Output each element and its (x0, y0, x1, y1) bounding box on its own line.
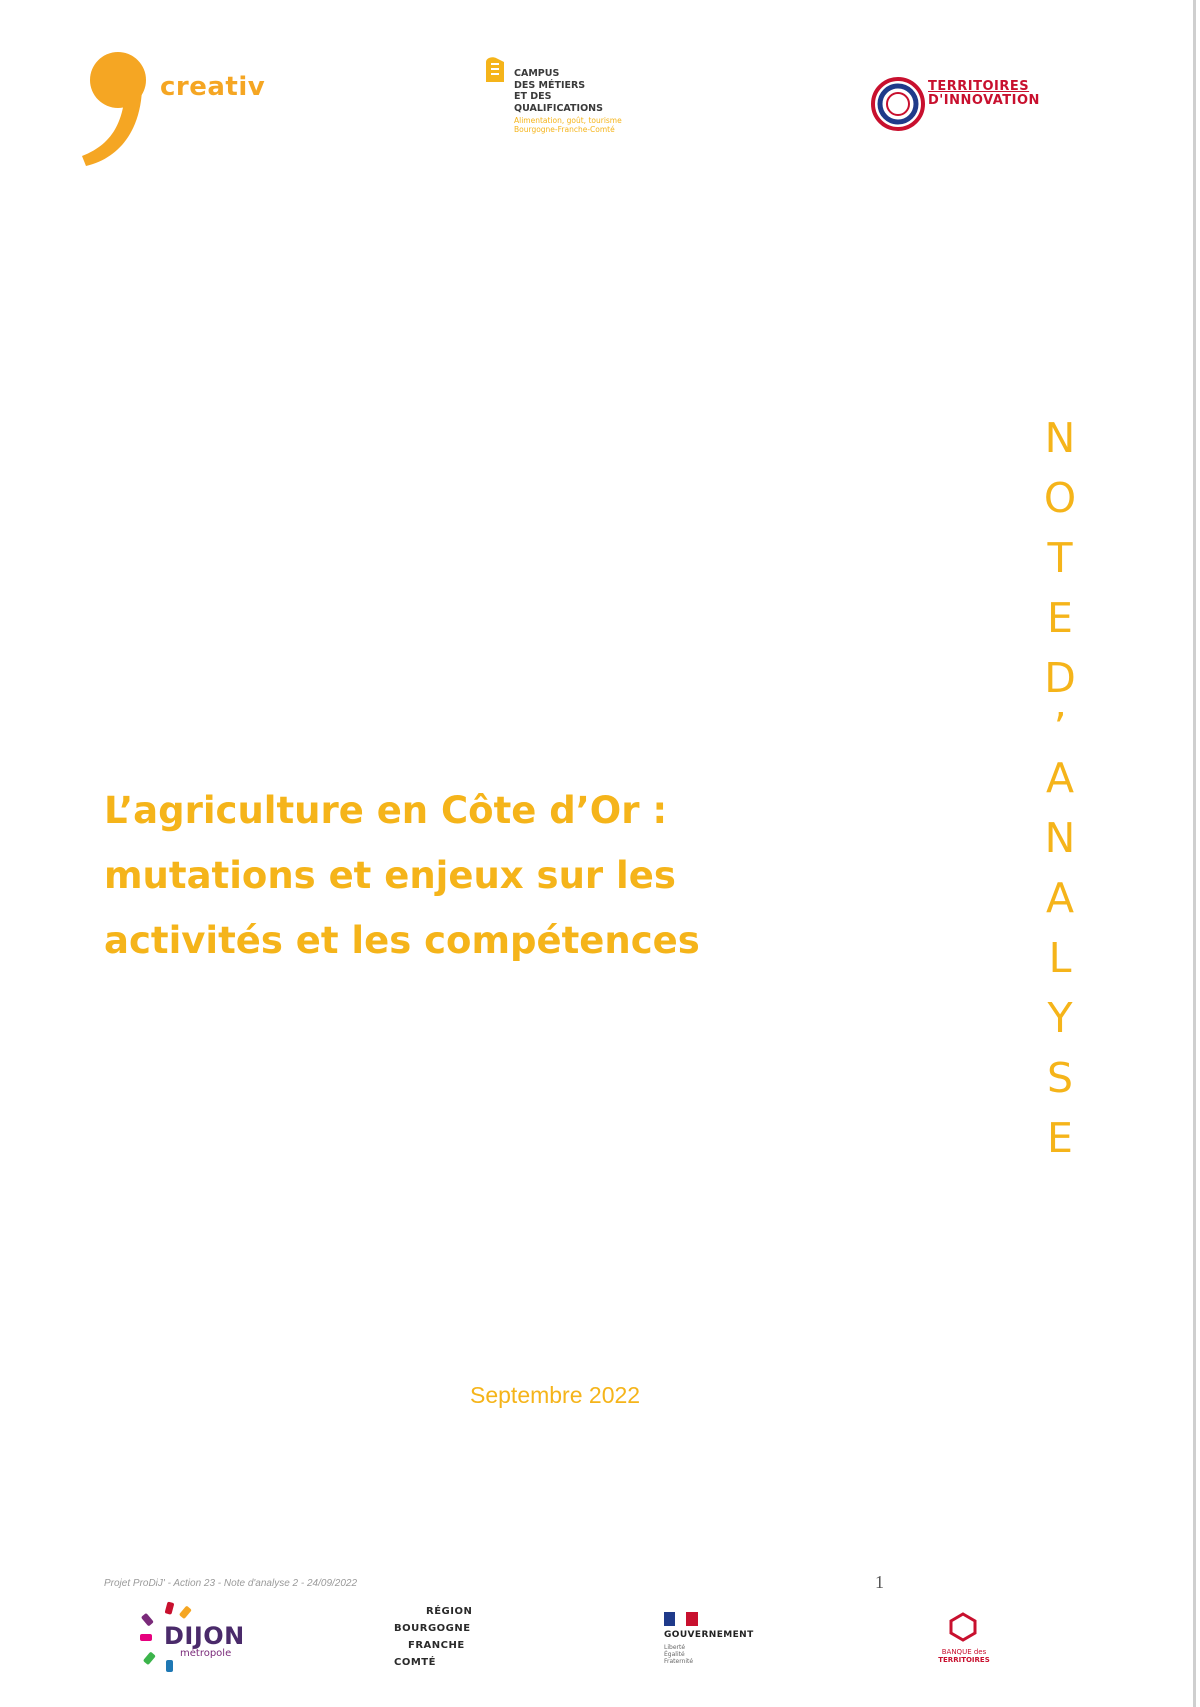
vertical-letter: N (1044, 814, 1076, 862)
document-title (104, 778, 700, 973)
territoires-line-2: D'INNOVATION (928, 93, 1040, 108)
motto-liberte: Liberté (664, 1644, 686, 1651)
vertical-letter: N (1044, 414, 1076, 462)
title-line-2: mutations et enjeux sur les (104, 854, 676, 897)
document-date: Septembre 2022 (470, 1382, 641, 1408)
campus-line-2: DES MÉTIERS (514, 79, 586, 91)
vertical-letter: D (1044, 654, 1076, 702)
territoires-line-1: TERRITOIRES (928, 79, 1030, 94)
campus-flame-icon (482, 56, 508, 84)
banque-line-2: TERRITOIRES (938, 1656, 990, 1664)
vertical-letter: E (1047, 1114, 1073, 1162)
vertical-letter: O (1043, 474, 1077, 522)
dijon-subtitle: métropole (180, 1648, 232, 1659)
territoires-circle-icon (870, 76, 926, 132)
campus-line-4: QUALIFICATIONS (514, 102, 603, 114)
territoires-innovation-logo (870, 76, 1070, 136)
dijon-metropole-logo (136, 1600, 276, 1680)
region-bfc-logo (394, 1606, 504, 1678)
motto-fraternite: Fraternité (664, 1658, 694, 1665)
campus-line-1: CAMPUS (514, 68, 560, 79)
vertical-letter: L (1048, 934, 1072, 982)
vertical-letter: E (1047, 594, 1073, 642)
vertical-letter: A (1045, 874, 1075, 922)
region-line-1: RÉGION (426, 1606, 473, 1617)
vertical-letter: Y (1047, 994, 1073, 1042)
vertical-note-d-analyse (1040, 408, 1084, 1168)
marianne-flag-icon (664, 1612, 698, 1626)
banque-des-territoires-logo (926, 1612, 1006, 1682)
campus-sub-1: Alimentation, goût, tourisme (514, 116, 622, 125)
vertical-letter: S (1046, 1054, 1074, 1102)
vertical-letter: ’ (1053, 704, 1067, 752)
region-line-3: FRANCHE (408, 1640, 465, 1651)
campus-sub-2: Bourgogne-Franche-Comté (514, 125, 615, 134)
creativ-wordmark: creativ (160, 72, 266, 102)
region-line-4: COMTÉ (394, 1657, 436, 1668)
title-line-1: L’agriculture en Côte d’Or : (104, 789, 668, 832)
footer-note: Projet ProDiJ' - Action 23 - Note d'analyse 2 - 24/09/2022 (104, 1578, 358, 1589)
motto-egalite: Égalité (664, 1651, 685, 1658)
gouvernement-logo (664, 1612, 784, 1672)
vertical-letter: T (1047, 534, 1073, 582)
creativ-logo (80, 50, 280, 170)
comma-mark-icon (80, 50, 150, 168)
gouvernement-title: GOUVERNEMENT (664, 1630, 754, 1640)
banque-line-1: BANQUE des (941, 1648, 987, 1656)
vertical-letter: A (1045, 754, 1075, 802)
campus-logo (482, 56, 662, 156)
region-line-2: BOURGOGNE (394, 1623, 471, 1634)
banque-hexagon-icon (948, 1612, 978, 1642)
campus-line-3: ET DES (514, 91, 552, 102)
page-number: 1 (875, 1572, 884, 1592)
dijon-wordmark: DIJON (164, 1622, 245, 1650)
title-line-3: activités et les compétences (104, 919, 700, 962)
